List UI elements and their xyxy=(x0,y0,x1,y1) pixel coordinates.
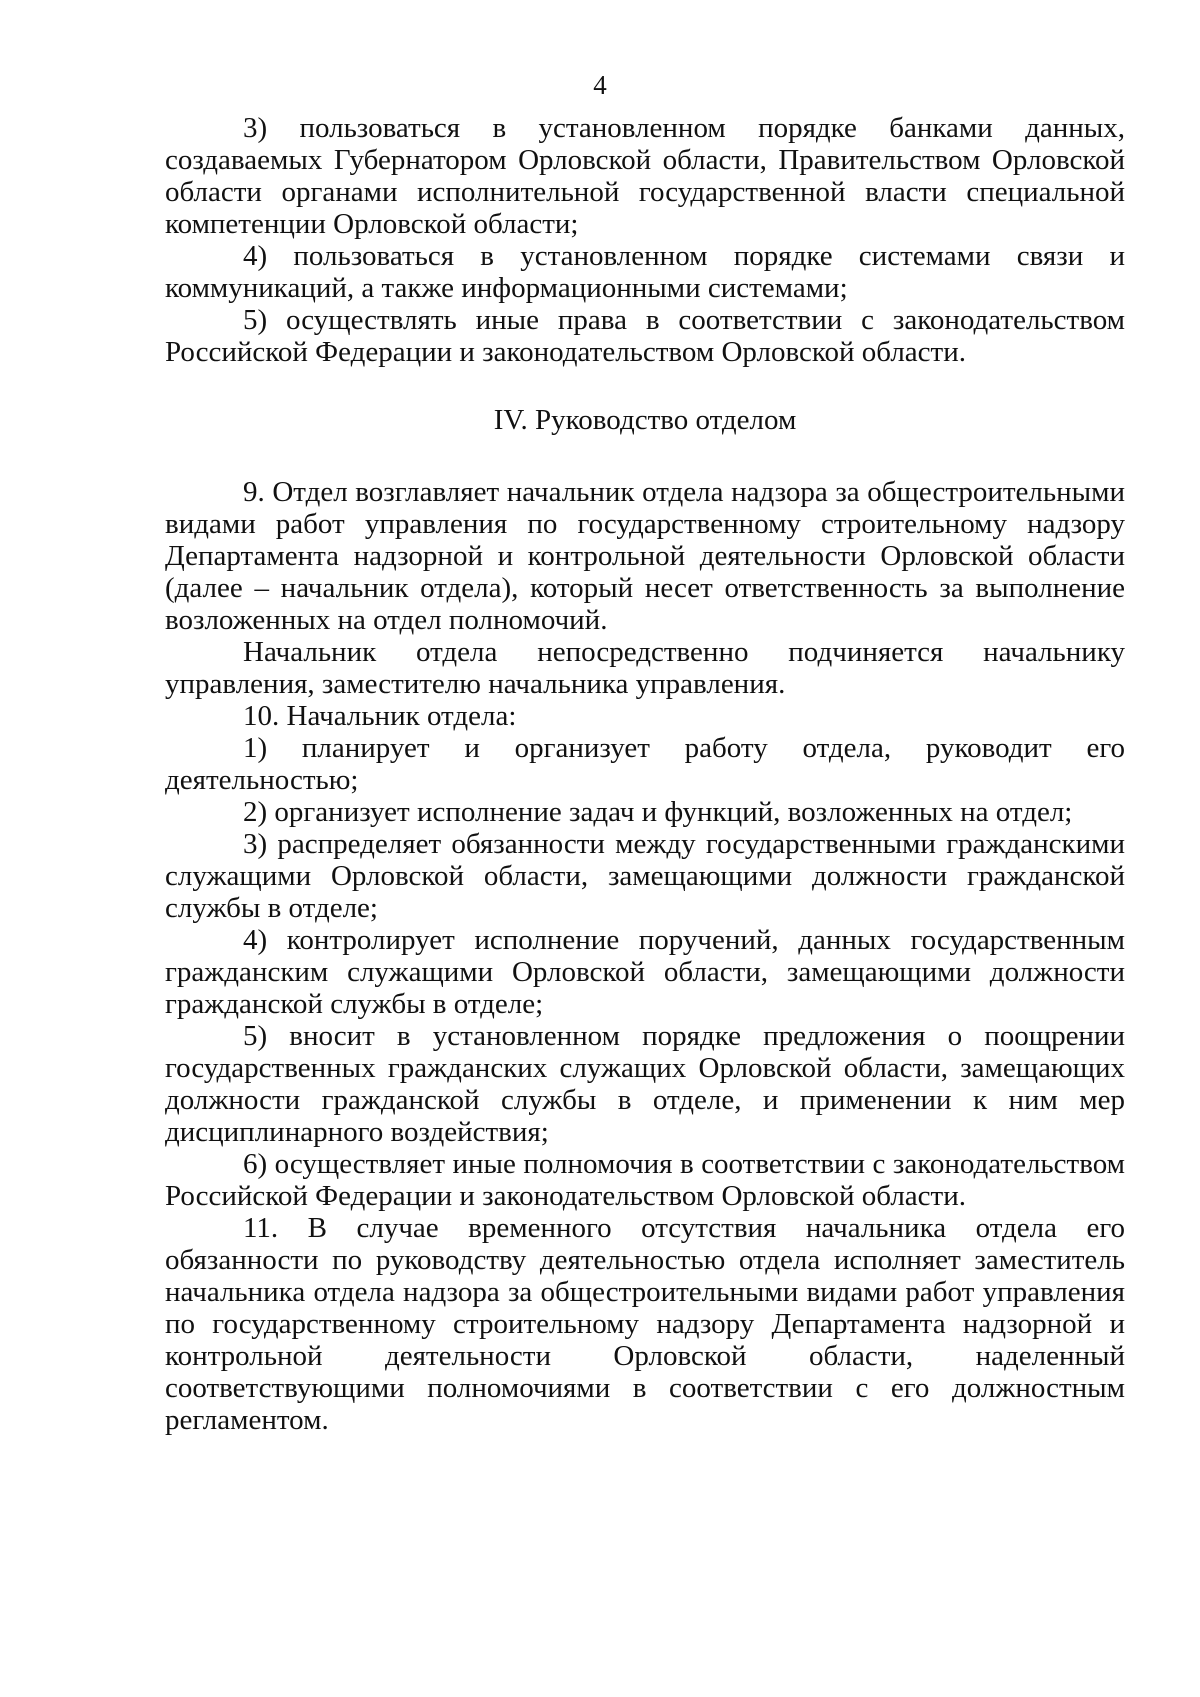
section-heading: IV. Руководство отделом xyxy=(493,404,797,436)
paragraph-10-item-2: 2) организует исполнение задач и функций, возложенных на отдел; xyxy=(243,796,1073,828)
paragraph-right-3: 3) пользоваться в установленном порядке банками данных, создаваемых Губернатором Орловской области, Правительством Орловской области органами исполнительной государственной власти специальной компетенции Орловской области; xyxy=(165,112,1125,240)
paragraph-10: 10. Начальник отдела: xyxy=(243,700,517,732)
paragraph-10-item-6: 6) осуществляет иные полномочия в соответствии с законодательством Российской Федерации и законодательством Орловской области. xyxy=(165,1148,1125,1212)
paragraph-10-item-4: 4) контролирует исполнение поручений, данных государственным гражданским служащими Орловской области, замещающими должности гражданской службы в отделе; xyxy=(165,924,1125,1020)
paragraph-10-item-5: 5) вносит в установленном порядке предложения о поощрении государственных гражданских служащих Орловской области, замещающих должности гражданской службы в отделе, и применении к ним мер дисциплинарного воздействия; xyxy=(165,1020,1125,1148)
paragraph-10-item-1: 1) планирует и организует работу отдела, руководит его деятельностью; xyxy=(165,732,1125,796)
paragraph-right-4: 4) пользоваться в установленном порядке системами связи и коммуникаций, а также информационными системами; xyxy=(165,240,1125,304)
paragraph-right-5: 5) осуществлять иные права в соответствии с законодательством Российской Федерации и законодательством Орловской области. xyxy=(165,304,1125,368)
paragraph-10-item-3: 3) распределяет обязанности между государственными гражданскими служащими Орловской области, замещающими должности гражданской службы в отделе; xyxy=(165,828,1125,924)
document-body xyxy=(165,112,1125,1436)
paragraph-subordination: Начальник отдела непосредственно подчиняется начальнику управления, заместителю начальника управления. xyxy=(165,636,1125,700)
paragraph-11: 11. В случае временного отсутствия начальника отдела его обязанности по руководству деятельностью отдела исполняет заместитель начальника отдела надзора за общестроительными видами работ управления по государственному строительному надзору Департамента надзорной и контрольной деятельности Орловской области, наделенный соответствующими полномочиями в соответствии с его должностным регламентом. xyxy=(165,1212,1125,1436)
paragraph-9: 9. Отдел возглавляет начальник отдела надзора за общестроительными видами работ управления по государственному строительному надзору Департамента надзорной и контрольной деятельности Орловской области (далее – начальник отдела), который несет ответственность за выполнение возложенных на отдел полномочий. xyxy=(165,476,1125,636)
page-number: 4 xyxy=(593,70,607,100)
